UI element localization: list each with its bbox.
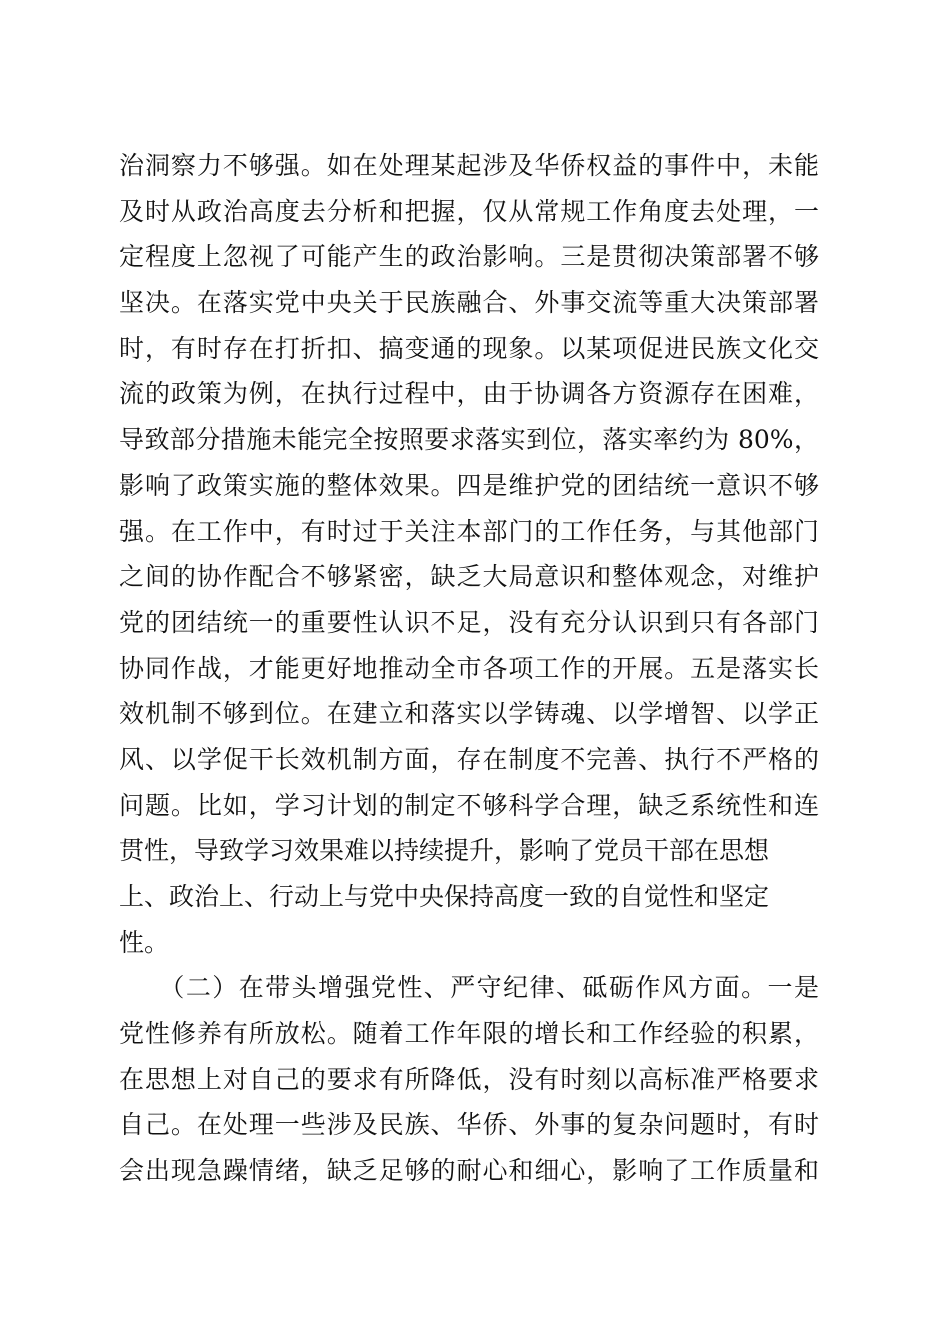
text-line: 党性修养有所放松。随着工作年限的增长和工作经验的积累，	[119, 1019, 819, 1049]
text-line: 贯性，导致学习效果难以持续提升，影响了党员干部在思想	[119, 836, 770, 866]
text-line: 导致部分措施未能完全按照要求落实到位，落实率约为 80%，	[119, 425, 819, 455]
text-line: 会出现急躁情绪，缺乏足够的耐心和细心，影响了工作质量和	[119, 1156, 819, 1186]
text-line: 在思想上对自己的要求有所降低，没有时刻以高标准严格要求	[119, 1064, 819, 1094]
document-body	[119, 143, 819, 1194]
text-line: 时，有时存在打折扣、搞变通的现象。以某项促进民族文化交	[119, 333, 819, 363]
text-line: 问题。比如，学习计划的制定不够科学合理，缺乏系统性和连	[119, 790, 819, 820]
text-line: 定程度上忽视了可能产生的政治影响。三是贯彻决策部署不够	[119, 242, 819, 272]
text-line: 党的团结统一的重要性认识不足，没有充分认识到只有各部门	[119, 607, 819, 637]
text-line: 及时从政治高度去分析和把握，仅从常规工作角度去处理，一	[119, 196, 819, 226]
text-line: 强。在工作中，有时过于关注本部门的工作任务，与其他部门	[119, 516, 819, 546]
text-line: 风、以学促干长效机制方面，存在制度不完善、执行不严格的	[119, 744, 819, 774]
text-line: 上、政治上、行动上与党中央保持高度一致的自觉性和坚定	[119, 882, 770, 911]
text-line: 之间的协作配合不够紧密，缺乏大局意识和整体观念，对维护	[119, 562, 819, 592]
text-line: 流的政策为例，在执行过程中，由于协调各方资源存在困难，	[119, 379, 819, 409]
text-line: 坚决。在落实党中央关于民族融合、外事交流等重大决策部署	[119, 288, 819, 318]
text-line: 治洞察力不够强。如在处理某起涉及华侨权益的事件中，未能	[119, 151, 819, 180]
text-line: 自己。在处理一些涉及民族、华侨、外事的复杂问题时，有时	[119, 1110, 819, 1140]
text-line: 效机制不够到位。在建立和落实以学铸魂、以学增智、以学正	[119, 699, 819, 729]
section-heading-line: （二）在带头增强党性、严守纪律、砥砺作风方面。一是	[119, 973, 819, 1003]
text-line: 协同作战，才能更好地推动全市各项工作的开展。五是落实长	[119, 653, 819, 683]
text-line: 影响了政策实施的整体效果。四是维护党的团结统一意识不够	[119, 470, 819, 500]
paragraph-end-line: 性。	[119, 927, 170, 957]
